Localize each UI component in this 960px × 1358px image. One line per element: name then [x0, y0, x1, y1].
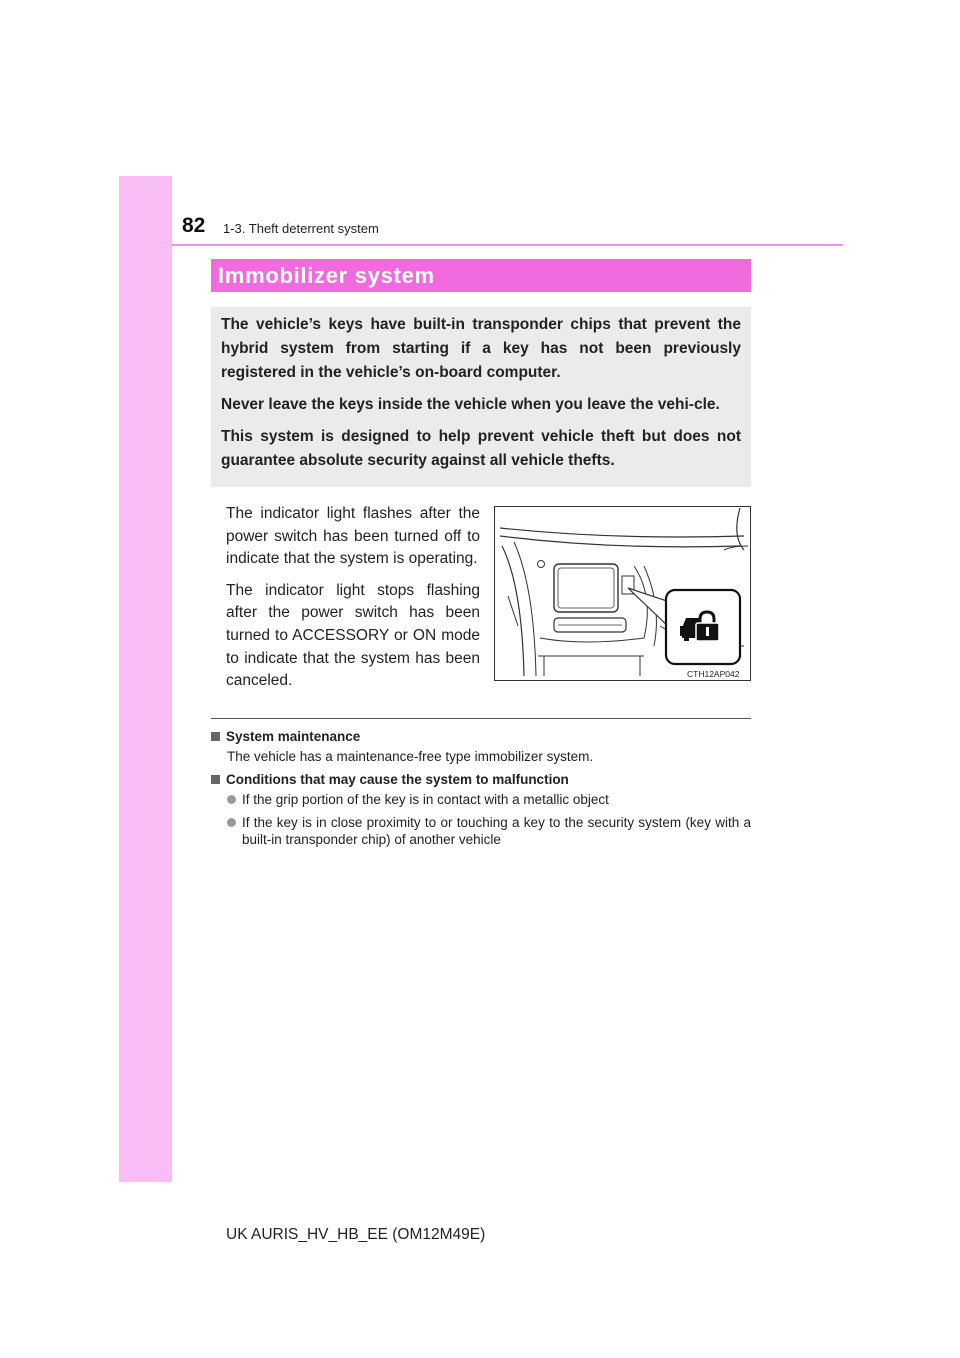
note-heading-text: Conditions that may cause the system to malfunction [226, 772, 569, 787]
section-breadcrumb: 1-3. Theft deterrent system [223, 221, 379, 236]
body-text [226, 503, 480, 702]
section-title-bar [211, 259, 751, 292]
page-number: 82 [182, 214, 206, 237]
list-item [227, 814, 751, 848]
list-item [227, 791, 751, 808]
body-paragraph: The indicator light stops flashing after the power switch has been turned to ACCESSORY or ON mode to indicate that the system has been canceled. [226, 581, 480, 690]
list-item-text: If the key is in close proximity to or touching a key to the security system (key with a built-in transponder chip) of another vehicle [242, 815, 751, 847]
dashboard-figure [494, 506, 751, 681]
note-body-maintenance: The vehicle has a maintenance-free type immobilizer system. [227, 749, 594, 764]
intro-paragraph: Never leave the keys inside the vehicle when you leave the vehi-cle. [221, 396, 720, 413]
circle-bullet-icon [227, 795, 236, 804]
intro-paragraph: This system is designed to help prevent vehicle theft but does not guarantee absolute security against all vehicle thefts. [221, 428, 741, 469]
note-heading-malfunction [211, 771, 751, 789]
list-item-text: If the grip portion of the key is in contact with a metallic object [242, 792, 609, 807]
header-divider [172, 244, 843, 246]
square-bullet-icon [211, 732, 220, 741]
note-heading-text: System maintenance [226, 729, 361, 744]
section-title: Immobilizer system [218, 262, 435, 288]
body-paragraph: The indicator light flashes after the power switch has been turned off to indicate that the system is operating. [226, 505, 480, 568]
circle-bullet-icon [227, 818, 236, 827]
dashboard-illustration [494, 506, 751, 681]
side-color-band [119, 176, 172, 1182]
footer-model-code: UK AURIS_HV_HB_EE (OM12M49E) [226, 1226, 486, 1243]
notes-divider [211, 718, 751, 719]
note-heading-maintenance [211, 728, 751, 746]
intro-paragraph: The vehicle’s keys have built-in transponder chips that prevent the hybrid system from starting if a key has not been previously registered in the vehicle’s on-board computer. [221, 316, 741, 381]
notes-section [211, 726, 751, 854]
intro-box [211, 307, 751, 487]
square-bullet-icon [211, 775, 220, 784]
figure-code: CTH12AP042 [687, 669, 740, 679]
